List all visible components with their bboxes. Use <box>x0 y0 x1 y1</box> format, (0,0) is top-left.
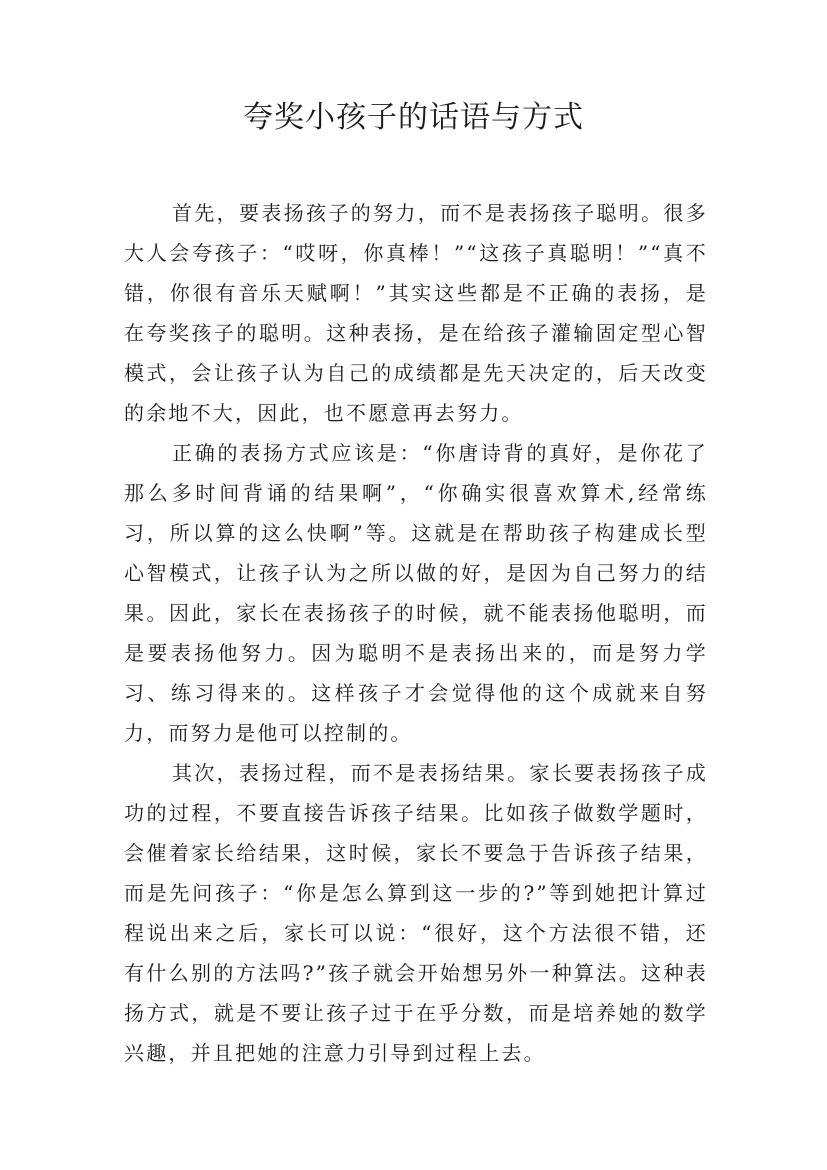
paragraph-3: 其次，表扬过程，而不是表扬结果。家长要表扬孩子成功的过程，不要直接告诉孩子结果。比如孩子做数学题时，会催着家长给结果，这时候，家长不要急于告诉孩子结果，而是先问孩子：“你是怎么算到这一步的?”等到她把计算过程说出来之后，家长可以说：“很好，这个方法很不错，还有什么别的方法吗?”孩子就会开始想另外一种算法。这种表扬方式，就是不要让孩子过于在乎分数，而是培养她的数学兴趣，并且把她的注意力引导到过程上去。 <box>124 761 708 1065</box>
document-title: 夸奖小孩子的话语与方式 <box>243 100 584 135</box>
paragraph-2: 正确的表扬方式应该是：“你唐诗背的真好，是你花了那么多时间背诵的结果啊”，“你确实很喜欢算术,经常练习，所以算的这么快啊”等。这就是在帮助孩子构建成长型心智模式，让孩子认为之所以做的好，是因为自己努力的结果。因此，家长在表扬孩子的时候，就不能表扬他聪明，而是要表扬他努力。因为聪明不是表扬出来的，而是努力学习、练习得来的。这样孩子才会觉得他的这个成就来自努力，而努力是他可以控制的。 <box>124 441 708 745</box>
document-body <box>124 193 708 1073</box>
paragraph-1: 首先，要表扬孩子的努力，而不是表扬孩子聪明。很多大人会夸孩子：“哎呀，你真棒！”“这孩子真聪明！”“真不错，你很有音乐天赋啊！”其实这些都是不正确的表扬，是在夸奖孩子的聪明。这种表扬，是在给孩子灌输固定型心智模式，会让孩子认为自己的成绩都是先天决定的，后天改变的余地不大，因此，也不愿意再去努力。 <box>124 201 708 425</box>
